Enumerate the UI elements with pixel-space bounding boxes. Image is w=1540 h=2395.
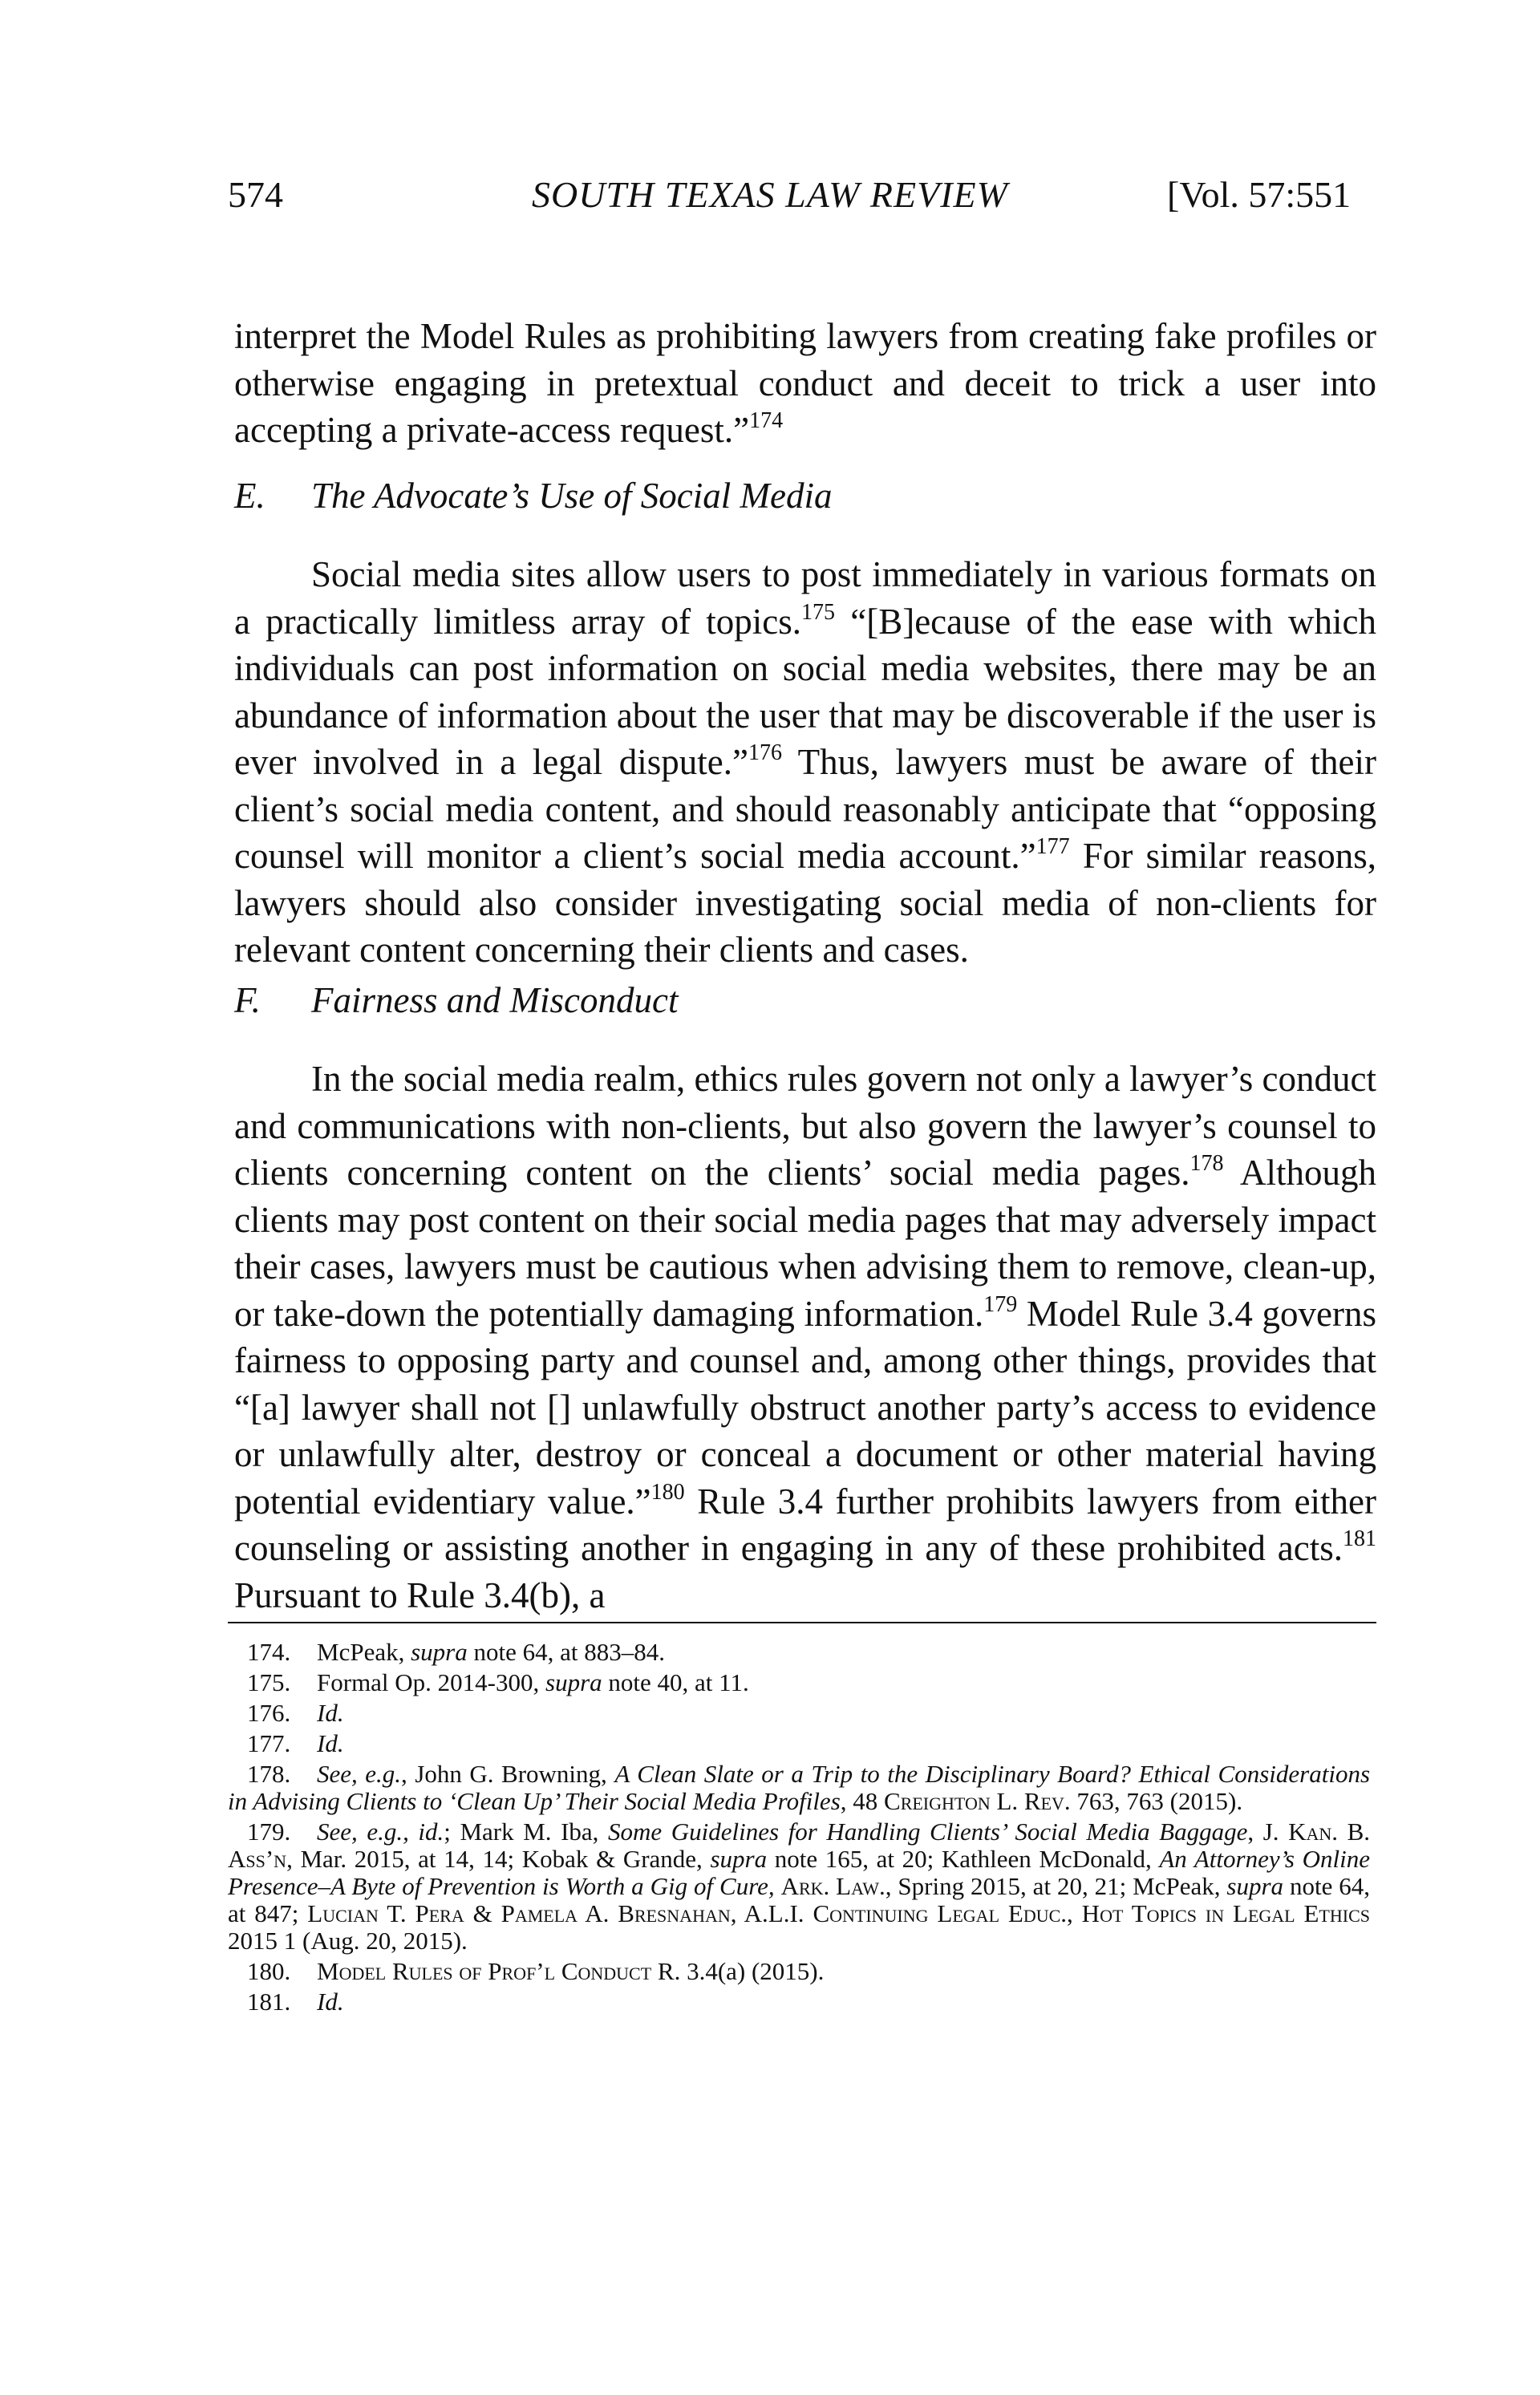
section-e-letter: E. xyxy=(234,476,265,516)
section-e-heading xyxy=(234,475,832,517)
section-f-body xyxy=(234,1056,1376,1619)
section-e-paragraph: Social media sites allow users to post immediately in various formats on a practically limitless array of topics.$^{175}$ “[B]ecause of the ease with which individuals can post information on social media websites, there may be an abundance of information about the user that may be discoverable if the user is ever involved in a legal dispute.”$^{176}$ Thus, lawyers must be aware of their client’s social media content, and should reasonably anticipate that “opposing counsel will monitor a client’s social media account.”$^{177}$ For similar reasons, lawyers should also consider investigating social media of non-clients for relevant content concerning their clients and cases. xyxy=(234,554,1377,970)
footnote-180: 180. Model Rules of Prof’l Conduct R. 3.4(a) (2015). xyxy=(247,1957,825,1985)
footnote-176: 176. Id. xyxy=(247,1699,344,1727)
page-number: 574 xyxy=(228,174,283,215)
section-f-title: Fairness and Misconduct xyxy=(311,980,679,1020)
section-f-paragraph: In the social media realm, ethics rules govern not only a lawyer’s conduct and communications with non-clients, but also govern the lawyer’s counsel to clients concerning content on the clients’ social media pages.$^{178}$ Although clients may post content on their social media pages that may adversely impact their cases, lawyers must be cautious when advising them to remove, clean-up, or take-down the potentially damaging information.$^{179}$ Model Rule 3.4 governs fairness to opposing party and counsel and, among other things, provides that “[a] lawyer shall not [] unlawfully obstruct another party’s access to evidence or unlawfully alter, destroy or conceal a document or other material having potential evidentiary value.”$^{180}$ Rule 3.4 further prohibits lawyers from either counseling or assisting another in engaging in any of these prohibited acts.$^{181}$ Pursuant to Rule 3.4(b), a xyxy=(234,1059,1376,1615)
intro-paragraph-block xyxy=(234,313,1376,454)
footnotes xyxy=(228,1639,1370,2019)
footnote-175: 175. Formal Op. 2014-300, supra note 40, at 11. xyxy=(247,1668,749,1696)
journal-title: SOUTH TEXAS LAW REVIEW xyxy=(532,174,1008,215)
footnote-divider xyxy=(228,1622,1376,1623)
running-header xyxy=(0,0,1540,160)
footnote-177: 177. Id. xyxy=(247,1729,344,1757)
intro-paragraph: interpret the Model Rules as prohibiting lawyers from creating fake profiles or otherwise engaging in pretextual conduct and deceit to trick a user into accepting a private-access request.”$^{174}$ xyxy=(234,316,1376,450)
footnote-181: 181. Id. xyxy=(247,1988,344,2016)
section-e-title: The Advocate’s Use of Social Media xyxy=(311,476,833,516)
section-f-letter: F. xyxy=(234,980,261,1020)
section-f-heading xyxy=(234,979,678,1021)
footnote-174: 174. McPeak, supra note 64, at 883–84. xyxy=(247,1638,665,1666)
volume-citation: [Vol. 57:551 xyxy=(1167,174,1352,215)
section-e-body xyxy=(234,551,1376,974)
footnote-179: 179. See, e.g., id.; Mark M. Iba, Some Guidelines for Handling Clients’ Social Media Baggage, J. Kan. B. Ass’n, Mar. 2015, at 14, 14; Kobak & Grande, supra note 165, at 20; Kathleen McDonald, An Attorney’s Online Presence–A Byte of Prevention is Worth a Gig of Cure, Ark. Law., Spring 2015, at 20, 21; McPeak, supra note 64, at 847; Lucian T. Pera & Pamela A. Bresnahan, A.L.I. Continuing Legal Educ., Hot Topics in Legal Ethics 2015 1 (Aug. 20, 2015). xyxy=(228,1818,1371,1955)
footnote-178: 178. See, e.g., John G. Browning, A Clean Slate or a Trip to the Disciplinary Board? Ethical Considerations in Advising Clients to ‘Clean Up’ Their Social Media Profiles, 48 Creighton L. Rev. 763, 763 (2015). xyxy=(228,1760,1371,1815)
